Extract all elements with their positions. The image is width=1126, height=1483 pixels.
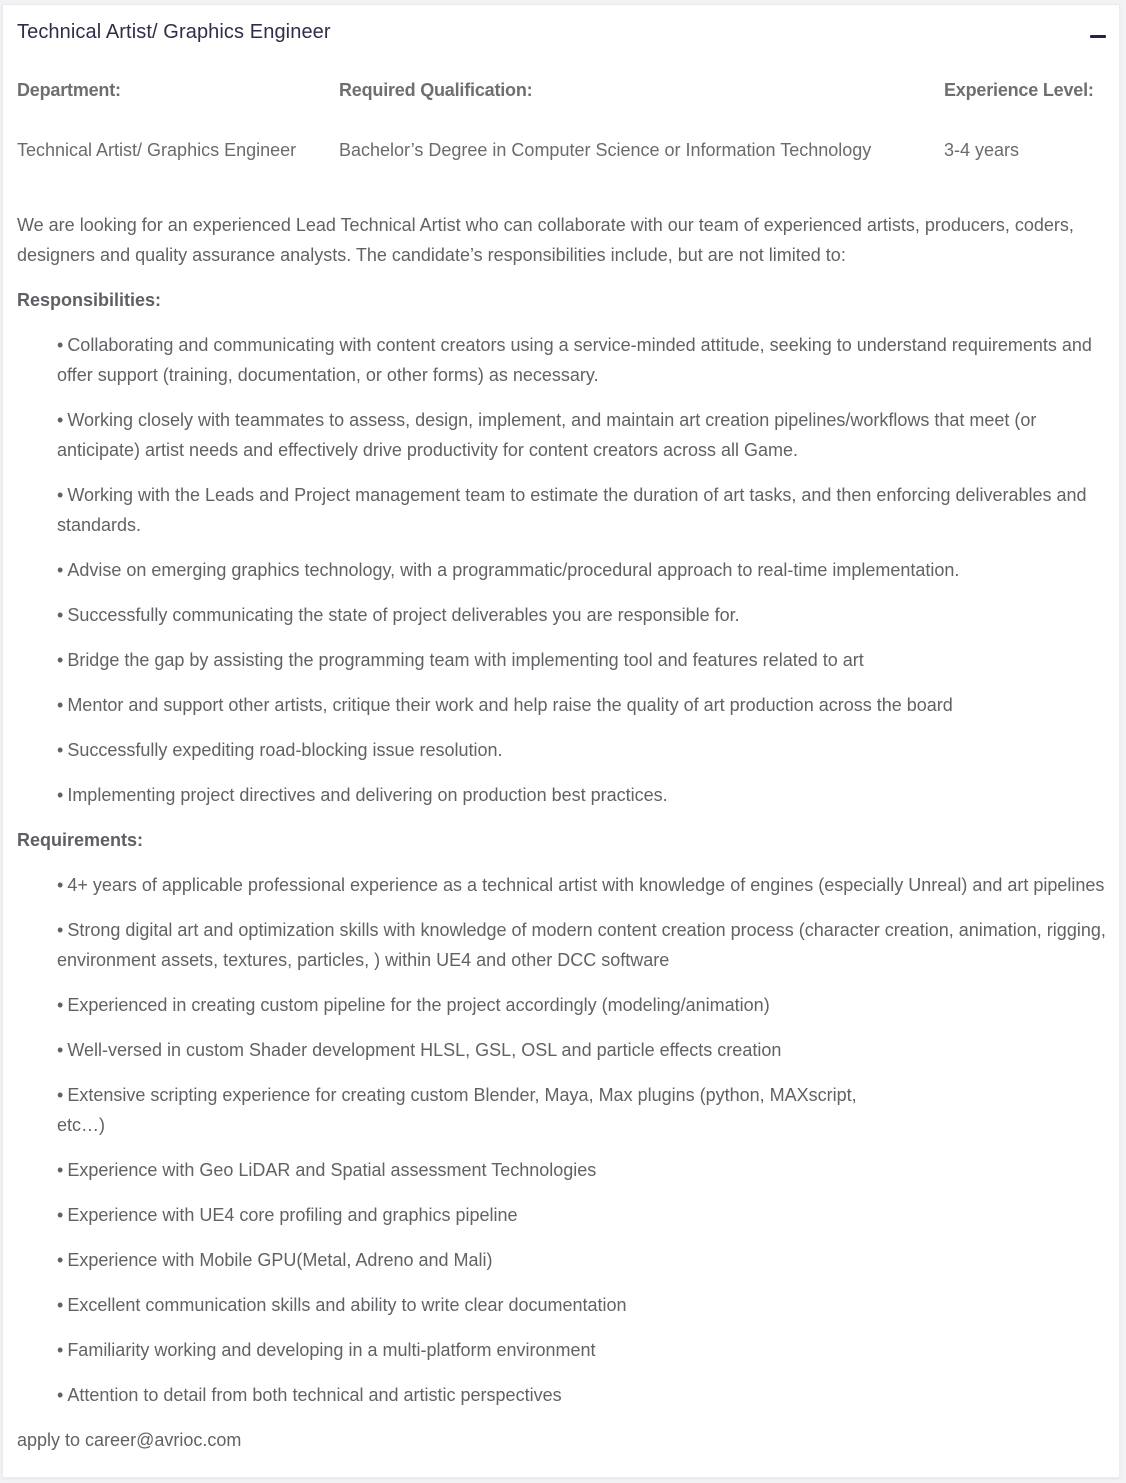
list-item: • Advise on emerging graphics technology, with a programmatic/procedural approach to real-time implementation. [57, 560, 960, 580]
list-item: • Collaborating and communicating with content creators using a service-minded attitude, seeking to understand requirements and offer support (training, documentation, or other forms) as necessary. [57, 335, 1092, 385]
list-item: • Well-versed in custom Shader development HLSL, GSL, OSL and particle effects creation [57, 1040, 782, 1060]
list-item: • Extensive scripting experience for creating custom Blender, Maya, Max plugins (python, MAXscript, etc…) [57, 1085, 857, 1135]
department-value: Technical Artist/ Graphics Engineer [17, 140, 297, 160]
experience-value: 3-4 years [944, 140, 1020, 160]
list-item: • Experience with UE4 core profiling and graphics pipeline [57, 1205, 518, 1225]
collapse-minus-icon[interactable] [1090, 35, 1106, 38]
department-label: Department: [17, 80, 121, 100]
intro-paragraph: We are looking for an experienced Lead Technical Artist who can collaborate with our team of experienced artists, producers, coders, designers and quality assurance analysts. The candidate’s responsibilities include, but are not limited to: [17, 215, 1074, 265]
list-item: • 4+ years of applicable professional experience as a technical artist with knowledge of engines (especially Unreal) and art pipelines [57, 875, 1105, 895]
list-item: • Implementing project directives and delivering on production best practices. [57, 785, 668, 805]
requirements-heading: Requirements: [17, 830, 144, 850]
responsibilities-list [17, 330, 1107, 810]
list-item: • Excellent communication skills and ability to write clear documentation [57, 1295, 627, 1315]
department-column [17, 77, 297, 160]
list-item: • Experience with Geo LiDAR and Spatial assessment Technologies [57, 1160, 597, 1180]
apply-email-text: apply to career@avrioc.com [17, 1430, 242, 1450]
accordion-header[interactable] [17, 19, 1109, 47]
list-item: • Working with the Leads and Project management team to estimate the duration of art tasks, and then enforcing deliverables and standards. [57, 485, 1087, 535]
list-item: • Mentor and support other artists, critique their work and help raise the quality of art production across the board [57, 695, 953, 715]
list-item: • Attention to detail from both technical and artistic perspectives [57, 1385, 562, 1405]
responsibilities-heading: Responsibilities: [17, 290, 162, 310]
job-meta [17, 77, 1107, 167]
list-item: • Successfully communicating the state of project deliverables you are responsible for. [57, 605, 740, 625]
qualification-label: Required Qualification: [339, 80, 533, 100]
list-item: • Working closely with teammates to assess, design, implement, and maintain art creation pipelines/workflows that meet (or anticipate) artist needs and effectively drive productivity for content creators across all Game. [57, 410, 1037, 460]
job-description [17, 210, 1107, 1455]
experience-label: Experience Level: [944, 80, 1094, 100]
qualification-column [339, 77, 872, 160]
qualification-value: Bachelor’s Degree in Computer Science or Information Technology [339, 140, 872, 160]
list-item: • Bridge the gap by assisting the programming team with implementing tool and features related to art [57, 650, 864, 670]
list-item: • Successfully expediting road-blocking issue resolution. [57, 740, 503, 760]
list-item: • Familiarity working and developing in a multi-platform environment [57, 1340, 596, 1360]
list-item: • Experience with Mobile GPU(Metal, Adreno and Mali) [57, 1250, 493, 1270]
job-accordion-card [2, 4, 1120, 1478]
experience-column [944, 77, 1094, 160]
job-title: Technical Artist/ Graphics Engineer [17, 21, 331, 43]
list-item: • Experienced in creating custom pipeline for the project accordingly (modeling/animation) [57, 995, 770, 1015]
list-item: • Strong digital art and optimization skills with knowledge of modern content creation process (character creation, animation, rigging, environment assets, textures, particles, ) within UE4 and other DCC software [57, 920, 1106, 970]
requirements-list [17, 870, 1107, 1410]
